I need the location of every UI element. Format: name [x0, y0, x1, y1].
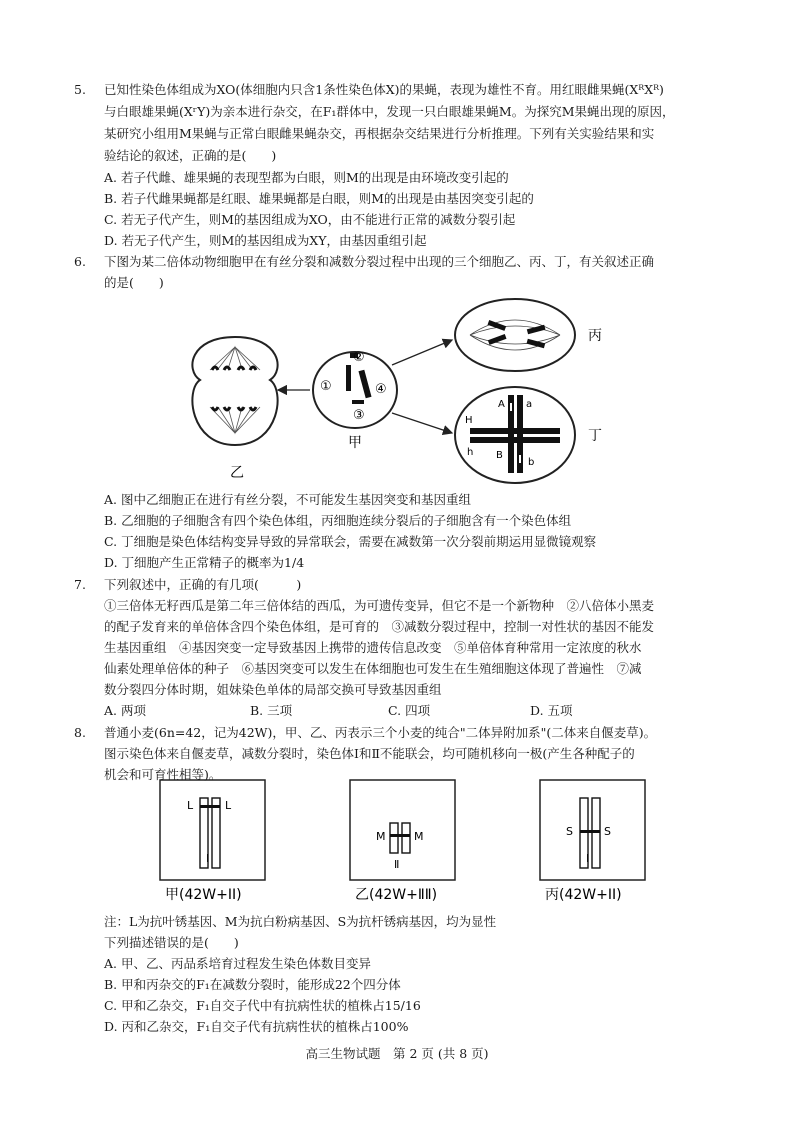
q8-option-d: D. 丙和乙杂交，F₁自交子代有抗病性状的植株占100% [104, 1019, 409, 1034]
q8-option-b: B. 甲和丙杂交的F₁在减数分裂时，能形成22个四分体 [104, 977, 401, 992]
q8-chromosome-figure [150, 778, 650, 910]
q8-stem-line: 图示染色体来自偃麦草，减数分裂时，染色体Ⅰ和Ⅱ不能联会，均可随机移向一极(产生各种配子的 [104, 746, 635, 761]
gene-B: B [496, 450, 503, 461]
q5-option-d: D. 若无子代产生，则M的基因组成为XY，由基因重组引起 [104, 233, 427, 248]
q8-stem-line: 机会和可育性相等)。 [104, 767, 222, 782]
q6-stem-line: 的是( ) [104, 275, 164, 290]
gene-a: a [526, 399, 533, 410]
roman-I-bing: Ⅰ [586, 852, 590, 865]
q8-note: 注：L为抗叶锈基因、M为抗白粉病基因、S为抗杆锈病基因，均为显性 [104, 914, 497, 929]
q7-stem-line: 数分裂四分体时期，姐妹染色单体的局部交换可导致基因重组 [104, 682, 442, 697]
q6-option-a: A. 图中乙细胞正在进行有丝分裂，不可能发生基因突变和基因重组 [104, 492, 471, 507]
panel-yi [350, 780, 455, 880]
gene-M-left: M [376, 830, 386, 843]
q5-stem-line: 某研究小组用M果蝇与正常白眼雌果蝇杂交，再根据杂交结果进行分析推理。下列有关实验结果和实 [104, 126, 655, 141]
q8-number: 8. [74, 725, 86, 740]
q7-stem-line: 下列叙述中，正确的有几项( ) [104, 577, 302, 592]
q8-question: 下列描述错误的是( ) [104, 935, 239, 950]
label-ding: 丁 [588, 428, 602, 444]
arrow-to-bing [392, 340, 452, 365]
marker-2: ② [353, 350, 365, 365]
label-yi: 乙 [230, 465, 244, 481]
marker-4: ④ [375, 382, 387, 397]
caption-bing: 丙(42W+ⅠⅠ) [545, 887, 622, 903]
gene-S-left: S [566, 825, 573, 838]
gene-H: H [465, 415, 473, 426]
marker-3: ③ [353, 408, 365, 423]
arrow-to-ding [392, 413, 452, 433]
page-footer: 高三生物试题 第 2 页 (共 8 页) [305, 1046, 489, 1061]
q7-stem-line: 的配子发育来的单倍体含四个染色体组，是可育的 ③减数分裂过程中，控制一对性状的基因不能发 [104, 619, 655, 634]
q5-number: 5. [74, 82, 86, 97]
q7-stem-line: 生基因重组 ④基因突变一定导致基因上携带的遗传信息改变 ⑤单倍体育种常用一定浓度的秋水 [104, 640, 642, 655]
gene-b: b [528, 457, 535, 468]
gene-L-right: L [225, 799, 232, 812]
cell-bing [455, 299, 575, 371]
gene-M-right: M [414, 830, 424, 843]
gene-A: A [498, 399, 505, 410]
q7-option-d: D. 五项 [530, 703, 573, 718]
q5-stem-line: 已知性染色体组成为XO(体细胞内只含1条性染色体X)的果蝇，表现为雄性不育。用红眼雌果蝇(XᴿXᴿ) [104, 82, 664, 97]
q8-option-c: C. 甲和乙杂交，F₁自交子代中有抗病性状的植株占15/16 [104, 998, 421, 1013]
cell-yi [192, 337, 277, 445]
label-jia: 甲 [348, 435, 362, 451]
gene-h: h [467, 447, 474, 458]
label-bing: 丙 [588, 328, 602, 344]
cell-ding [455, 387, 575, 483]
q5-stem-line: 与白眼雄果蝇(XʳY)为亲本进行杂交，在F₁群体中，发现一只白眼雄果蝇M。为探究M果蝇出现的原因， [104, 104, 675, 119]
caption-jia: 甲(42W+ⅠⅠ) [165, 887, 242, 903]
marker-1: ① [320, 379, 332, 394]
q7-stem-line: ①三倍体无籽西瓜是第二年三倍体结的西瓜，为可遗传变异，但它不是一个新物种 ②八倍体小黑麦 [104, 598, 655, 613]
gene-L-left: L [187, 799, 194, 812]
q5-option-a: A. 若子代雌、雄果蝇的表现型都为白眼，则M的出现是由环境改变引起的 [104, 170, 509, 185]
q7-stem-line: 仙素处理单倍体的种子 ⑥基因突变可以发生在体细胞也可发生在生殖细胞这体现了普遍性 ⑦减 [104, 661, 642, 676]
q6-option-b: B. 乙细胞的子细胞含有四个染色体组，丙细胞连续分裂后的子细胞含有一个染色体组 [104, 513, 572, 528]
q6-number: 6. [74, 254, 86, 269]
q7-number: 7. [74, 577, 86, 592]
roman-I: Ⅰ [206, 852, 210, 865]
q6-cell-division-figure [170, 295, 620, 490]
q5-option-b: B. 若子代雌果蝇都是红眼、雄果蝇都是白眼，则M的出现是由基因突变引起的 [104, 191, 534, 206]
panel-bing [540, 780, 645, 880]
q8-option-a: A. 甲、乙、丙品系培育过程发生染色体数目变异 [104, 956, 371, 971]
panel-jia [160, 780, 265, 880]
q7-option-b: B. 三项 [250, 703, 293, 718]
q5-stem-line: 验结论的叙述，正确的是( ) [104, 148, 277, 163]
q6-option-d: D. 丁细胞产生正常精子的概率为1/4 [104, 555, 305, 570]
q6-option-c: C. 丁细胞是染色体结构变异导致的异常联会，需要在减数第一次分裂前期运用显微镜观察 [104, 534, 597, 549]
q8-stem-line: 普通小麦(6n=42，记为42W)，甲、乙、丙表示三个小麦的纯合"二体异附加系"(二体来自偃麦草)。 [104, 725, 657, 740]
q7-option-c: C. 四项 [388, 703, 431, 718]
caption-yi: 乙(42W+ⅡⅡ) [355, 887, 438, 903]
q5-option-c: C. 若无子代产生，则M的基因组成为XO，由不能进行正常的减数分裂引起 [104, 212, 516, 227]
roman-II: Ⅱ [394, 858, 400, 871]
gene-S-right: S [604, 825, 611, 838]
q7-option-a: A. 两项 [104, 703, 146, 718]
q6-stem-line: 下图为某二倍体动物细胞甲在有丝分裂和减数分裂过程中出现的三个细胞乙、丙、丁，有关叙述正确 [104, 254, 655, 269]
